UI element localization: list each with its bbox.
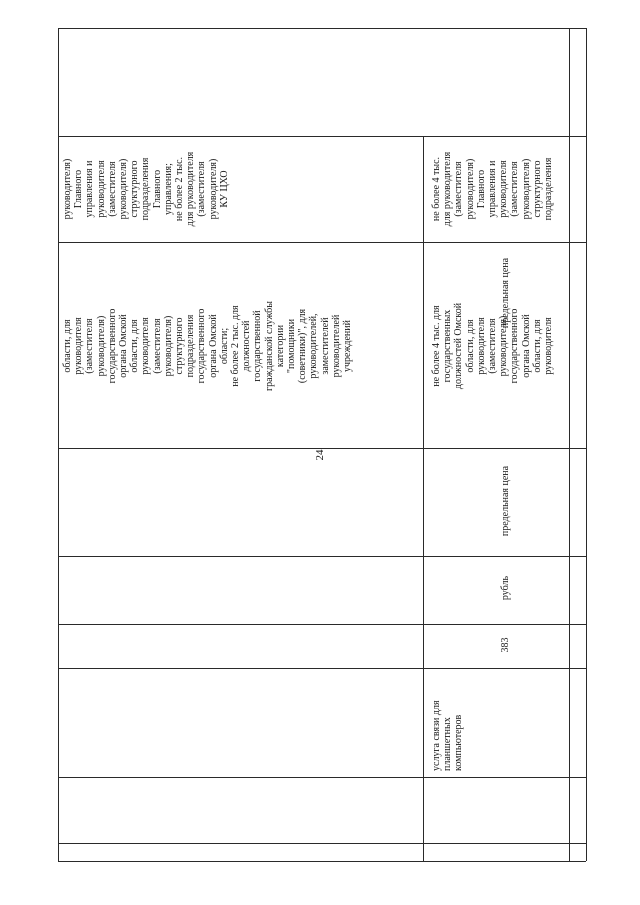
table-border-left [58, 28, 59, 861]
limit-text-cont: руководителя) Главного управления и руководителя (заместителя руководителя) структурного подразделения Главного управления; не более 2 тыс. для руководителя (заместителя руководителя) КУ ЦХО [62, 151, 230, 227]
table-border-bottom [58, 861, 586, 862]
row-divider [58, 843, 586, 844]
page-number: 24 [314, 449, 326, 461]
service-name-cell: услуга связи для планшетных компьютеров [431, 700, 465, 771]
column-divider [423, 136, 424, 861]
unit-cell: рубль [500, 575, 511, 601]
type-cell-2: предельная цена [500, 257, 511, 329]
table-border-top [58, 28, 586, 29]
position-text-cell: не более 4 тыс. для государственных должностей Омской области, для руководителя (заместителя руководителя) государственного органа Омской области, для руководителя [431, 302, 555, 390]
type-cell-1: предельная цена [500, 465, 511, 537]
column-divider [569, 28, 570, 861]
limit-text-cell: не более 4 тыс. для руководителя (заместителя руководителя) Главного управления и руководителя (заместителя руководителя) структурного подразделения [431, 151, 555, 227]
code-cell: 383 [500, 637, 511, 653]
row-divider [58, 777, 586, 778]
row-divider [58, 668, 586, 669]
position-text-cont: области, для руководителя (заместителя руководителя) государственного органа Омской области, для руководителя (заместителя руководителя) структурного подразделения государственного органа Омской области; не более 2 тыс. для должностей государственной гражданской службы категории "помощники (советники)", для руководителей, заместителей руководителей учреждений [62, 301, 354, 391]
row-divider [58, 136, 586, 137]
table-border-right [586, 28, 587, 861]
